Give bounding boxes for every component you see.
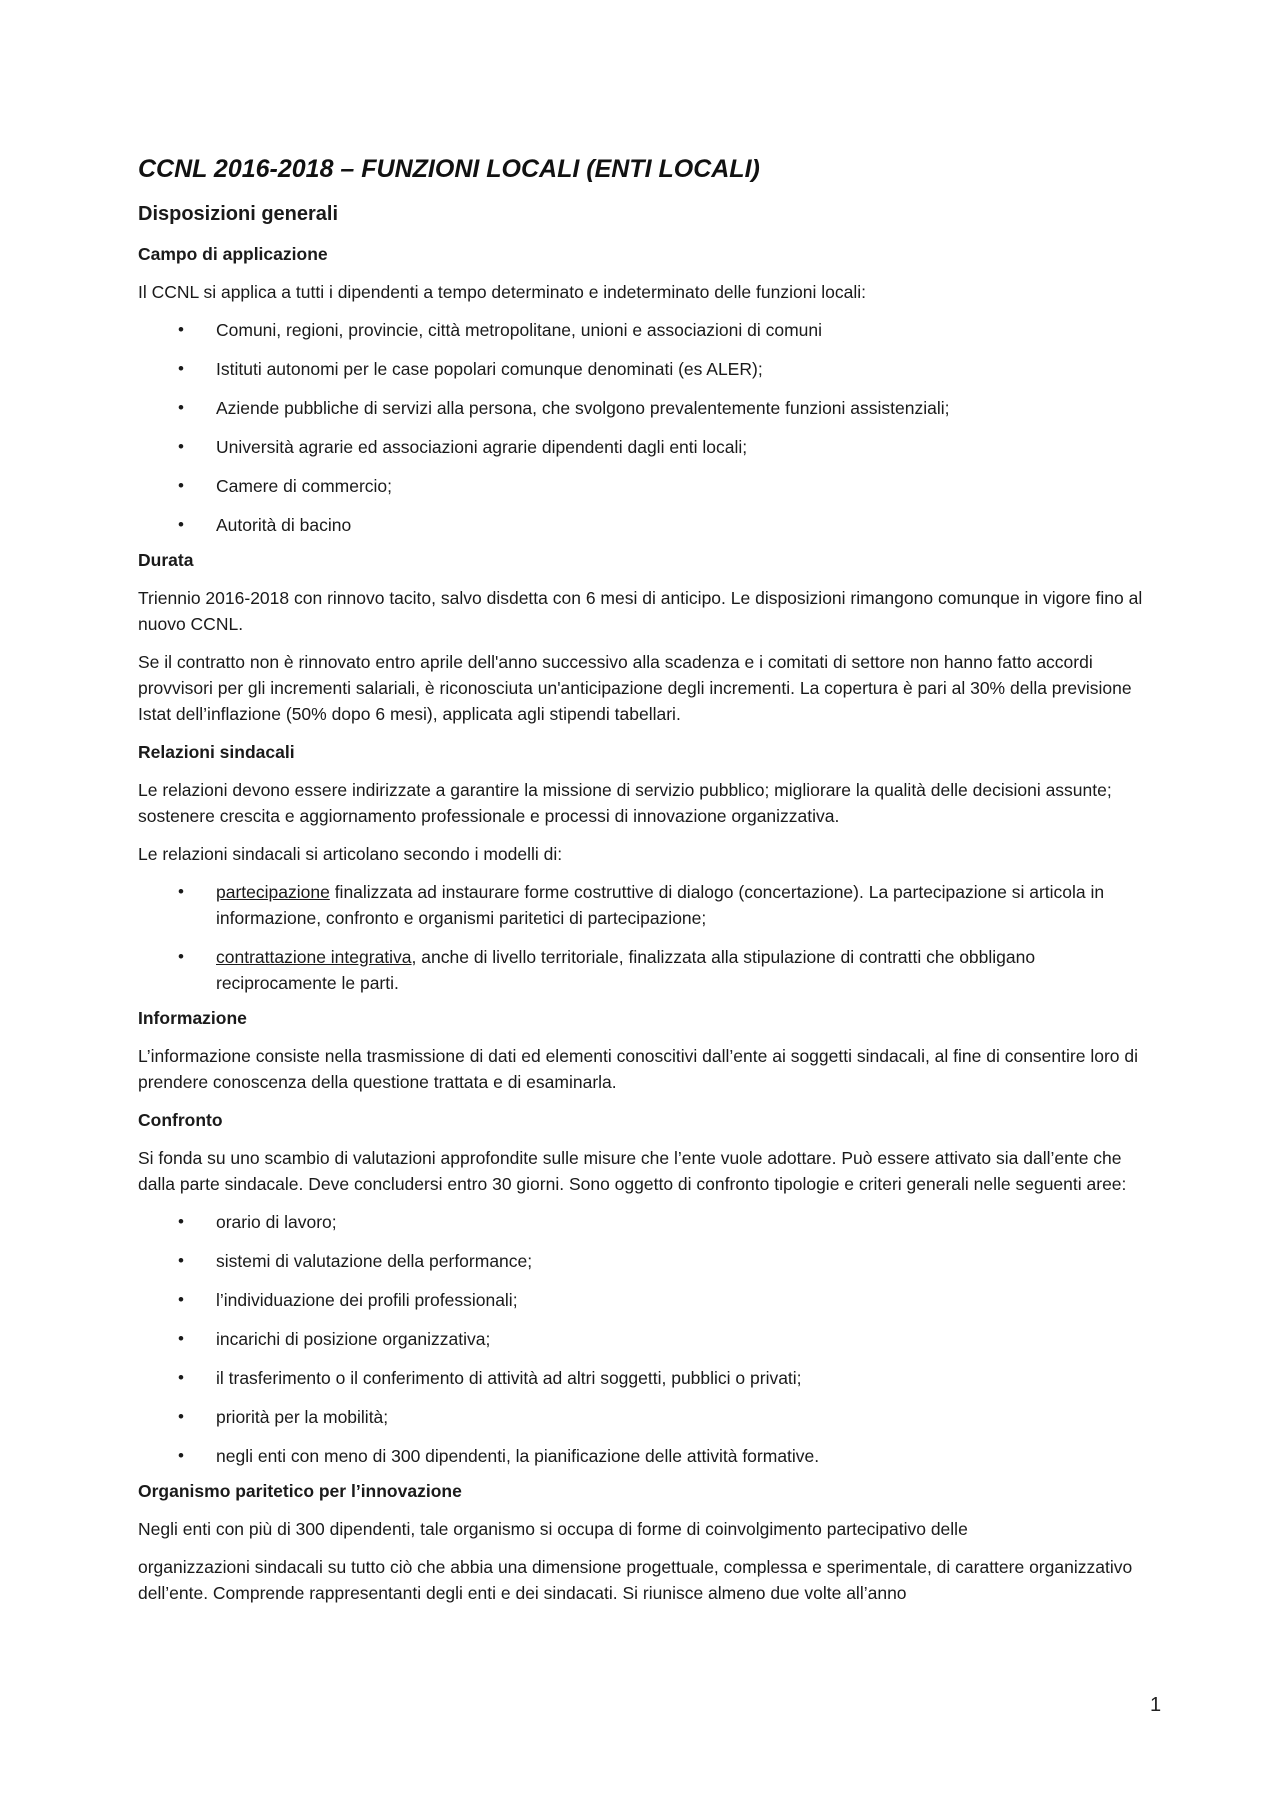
relazioni-heading: Relazioni sindacali xyxy=(138,742,295,762)
durata-paragraph-1: Triennio 2016-2018 con rinnovo tacito, salvo disdetta con 6 mesi di anticipo. Le disposizioni rimangono comunque in vigore fino al nuovo CCNL. xyxy=(138,588,1143,634)
list-item: • l’individuazione dei profili professionali; xyxy=(138,1287,1148,1313)
list-item: • Università agrarie ed associazioni agrarie dipendenti dagli enti locali; xyxy=(138,434,1148,460)
relazioni-paragraph-1: Le relazioni devono essere indirizzate a garantire la missione di servizio pubblico; migliorare la qualità delle decisioni assunte; sostenere crescita e aggiornamento professionale e processi di innovazione organizzativa. xyxy=(138,780,1112,826)
durata-heading: Durata xyxy=(138,550,194,570)
list-item: • partecipazione finalizzata ad instaurare forme costruttive di dialogo (concertazione). La partecipazione si articola in informazione, confronto e organismi paritetici di partecipazione; xyxy=(138,879,1148,931)
organismo-paragraph-2: organizzazioni sindacali su tutto ciò che abbia una dimensione progettuale, complessa e sperimentale, di carattere organizzativo dell’ente. Comprende rappresentanti degli enti e dei sindacati. Si riunisce almeno due volte all’anno xyxy=(138,1557,1133,1603)
bullet-icon: • xyxy=(178,320,184,339)
bullet-icon: • xyxy=(178,398,184,417)
bullet-icon: • xyxy=(178,1329,184,1348)
bullet-icon: • xyxy=(178,1290,184,1309)
list-item: • Aziende pubbliche di servizi alla persona, che svolgono prevalentemente funzioni assistenziali; xyxy=(138,395,1148,421)
list-item: • incarichi di posizione organizzativa; xyxy=(138,1326,1148,1352)
document-page xyxy=(138,152,1148,1618)
bullet-icon: • xyxy=(178,1368,184,1387)
organismo-paragraph-1: Negli enti con più di 300 dipendenti, tale organismo si occupa di forme di coinvolgimento partecipativo delle xyxy=(138,1519,968,1539)
relazioni-paragraph-2: Le relazioni sindacali si articolano secondo i modelli di: xyxy=(138,844,563,864)
list-item: • il trasferimento o il conferimento di attività ad altri soggetti, pubblici o privati; xyxy=(138,1365,1148,1391)
relazioni-list xyxy=(138,879,1148,996)
campo-heading: Campo di applicazione xyxy=(138,244,328,264)
bullet-icon: • xyxy=(178,947,184,966)
informazione-heading: Informazione xyxy=(138,1008,247,1028)
list-item: • Istituti autonomi per le case popolari comunque denominati (es ALER); xyxy=(138,356,1148,382)
page-number: 1 xyxy=(1150,1694,1162,1716)
list-item: • negli enti con meno di 300 dipendenti, la pianificazione delle attività formative. xyxy=(138,1443,1148,1469)
confronto-heading: Confronto xyxy=(138,1110,223,1130)
bullet-icon: • xyxy=(178,359,184,378)
list-item: • priorità per la mobilità; xyxy=(138,1404,1148,1430)
organismo-heading: Organismo paritetico per l’innovazione xyxy=(138,1481,462,1501)
list-item: • Comuni, regioni, provincie, città metropolitane, unioni e associazioni di comuni xyxy=(138,317,1148,343)
confronto-list xyxy=(138,1209,1148,1469)
bullet-icon: • xyxy=(178,437,184,456)
bullet-icon: • xyxy=(178,1446,184,1465)
list-item: • Autorità di bacino xyxy=(138,512,1148,538)
bullet-icon: • xyxy=(178,882,184,901)
document-title: CCNL 2016-2018 – FUNZIONI LOCALI (ENTI LOCALI) xyxy=(138,155,760,183)
list-item: • contrattazione integrativa, anche di livello territoriale, finalizzata alla stipulazione di contratti che obbligano reciprocamente le parti. xyxy=(138,944,1148,996)
bullet-icon: • xyxy=(178,515,184,534)
section-heading: Disposizioni generali xyxy=(138,203,339,225)
campo-list xyxy=(138,317,1148,538)
term-partecipazione: partecipazione xyxy=(216,882,330,902)
list-item: • orario di lavoro; xyxy=(138,1209,1148,1235)
bullet-icon: • xyxy=(178,476,184,495)
bullet-icon: • xyxy=(178,1407,184,1426)
list-item: • sistemi di valutazione della performance; xyxy=(138,1248,1148,1274)
campo-intro: Il CCNL si applica a tutti i dipendenti a tempo determinato e indeterminato delle funzioni locali: xyxy=(138,282,866,302)
bullet-icon: • xyxy=(178,1251,184,1270)
list-item: • Camere di commercio; xyxy=(138,473,1148,499)
durata-paragraph-2: Se il contratto non è rinnovato entro aprile dell'anno successivo alla scadenza e i comitati di settore non hanno fatto accordi provvisori per gli incrementi salariali, è riconosciuta un'anticipazione degli incrementi. La copertura è pari al 30% della previsione Istat dell’inflazione (50% dopo 6 mesi), applicata agli stipendi tabellari. xyxy=(138,652,1132,724)
confronto-paragraph: Si fonda su uno scambio di valutazioni approfondite sulle misure che l’ente vuole adottare. Può essere attivato sia dall’ente che dalla parte sindacale. Deve concludersi entro 30 giorni. Sono oggetto di confronto tipologie e criteri generali nelle seguenti aree: xyxy=(138,1148,1127,1194)
bullet-icon: • xyxy=(178,1212,184,1231)
informazione-paragraph: L’informazione consiste nella trasmissione di dati ed elementi conoscitivi dall’ente ai soggetti sindacali, al fine di consentire loro di prendere conoscenza della questione trattata e di esaminarla. xyxy=(138,1046,1138,1092)
term-contrattazione: contrattazione integrativa xyxy=(216,947,412,967)
